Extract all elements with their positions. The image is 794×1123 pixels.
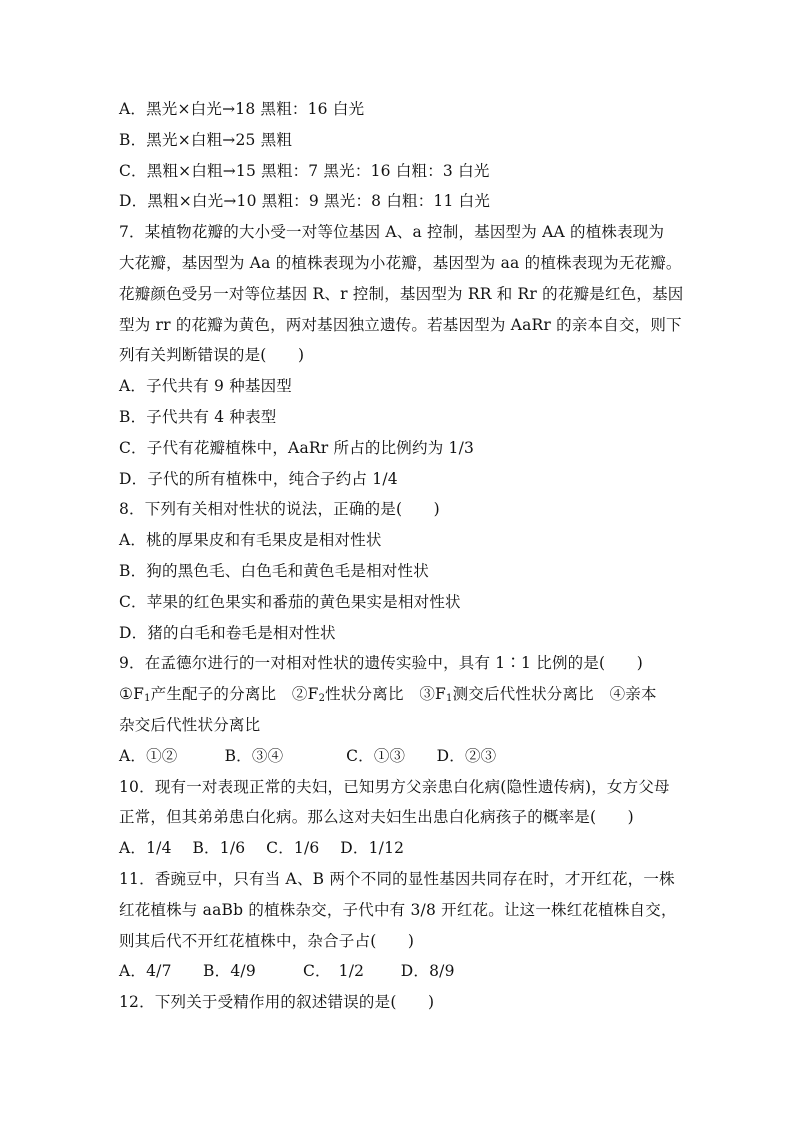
option-b-q6: B．黑光×白粗→25 黑粗 bbox=[119, 130, 293, 149]
q9-subscript-1: 1 bbox=[144, 693, 151, 705]
options-q9: A．①② B．③④ C．①③ D．②③ bbox=[119, 746, 497, 765]
option-c-q7: C．子代有花瓣植株中，AaRr 所占的比例约为 1/3 bbox=[119, 438, 475, 457]
q9-subscript-2: 2 bbox=[318, 693, 326, 705]
question-11-line-3: 则其后代不开红花植株中，杂合子占( ) bbox=[119, 931, 415, 950]
question-10-line-1: 10．现有一对表现正常的夫妇，已知男方父亲患白化病(隐性遗传病)，女方父母 bbox=[119, 777, 670, 796]
question-9-line-2 bbox=[119, 679, 679, 710]
question-11-line-2: 红花植株与 aaBb 的植株杂交，子代中有 3/8 开红花。让这一株红花植株自交， bbox=[119, 900, 677, 919]
option-c-q6: C．黑粗×白粗→15 黑粗：7 黑光：16 白粗：3 白光 bbox=[119, 161, 490, 180]
option-a-q7: A．子代共有 9 种基因型 bbox=[119, 377, 293, 396]
option-d-q7: D．子代的所有植株中，纯合子约占 1/4 bbox=[119, 469, 398, 488]
option-d-q6: D．黑粗×白光→10 黑粗：9 黑光：8 白粗：11 白光 bbox=[119, 192, 491, 211]
option-b-q8: B．狗的黑色毛、白色毛和黄色毛是相对性状 bbox=[119, 561, 429, 580]
question-7-line-4: 型为 rr 的花瓣为黄色，两对基因独立遗传。若基因型为 AaRr 的亲本自交，则下 bbox=[119, 315, 682, 334]
option-c-q8: C．苹果的红色果实和番茄的黄色果实是相对性状 bbox=[119, 592, 461, 611]
q9-subscript-3: 1 bbox=[446, 693, 453, 705]
question-7-line-5: 列有关判断错误的是( ) bbox=[119, 346, 305, 365]
option-b-q7: B．子代共有 4 种表型 bbox=[119, 407, 277, 426]
option-a-q8: A．桃的厚果皮和有毛果皮是相对性状 bbox=[119, 531, 382, 550]
question-10-line-2: 正常，但其弟弟患白化病。那么这对夫妇生出患白化病孩子的概率是( ) bbox=[119, 808, 634, 827]
question-7-line-1: 7．某植物花瓣的大小受一对等位基因 A、a 控制，基因型为 AA 的植株表现为 bbox=[119, 223, 665, 242]
options-q11: A．4/7 B．4/9 C． 1/2 D．8/9 bbox=[119, 962, 455, 981]
option-d-q8: D．猪的白毛和卷毛是相对性状 bbox=[119, 623, 336, 642]
q9-item-3-rest: 测交后代性状分离比 ④亲本 bbox=[452, 685, 657, 704]
q9-item-2-rest: 性状分离比 ③F bbox=[325, 685, 447, 704]
question-7-line-3: 花瓣颜色受另一对等位基因 R、r 控制，基因型为 RR 和 Rr 的花瓣是红色，基因 bbox=[119, 284, 684, 303]
question-11-line-1: 11．香豌豆中，只有当 A、B 两个不同的显性基因共同存在时，才开红花，一株 bbox=[119, 869, 675, 888]
document-page bbox=[119, 94, 684, 1018]
question-9-line-3: 杂交后代性状分离比 bbox=[119, 715, 261, 734]
q9-item-1-prefix: ①F bbox=[119, 685, 145, 704]
options-q10: A．1/4 B．1/6 C．1/6 D．1/12 bbox=[119, 839, 405, 858]
question-7-line-2: 大花瓣，基因型为 Aa 的植株表现为小花瓣，基因型为 aa 的植株表现为无花瓣。 bbox=[119, 253, 682, 272]
question-8: 8．下列有关相对性状的说法，正确的是( ) bbox=[119, 500, 440, 519]
question-12: 12．下列关于受精作用的叙述错误的是( ) bbox=[119, 993, 435, 1012]
question-9-line-1: 9．在孟德尔进行的一对相对性状的遗传实验中，具有 1∶1 比例的是( ) bbox=[119, 654, 643, 673]
q9-item-1-rest: 产生配子的分离比 ②F bbox=[150, 685, 319, 704]
option-a-q6: A．黑光×白光→18 黑粗：16 白光 bbox=[119, 100, 365, 118]
